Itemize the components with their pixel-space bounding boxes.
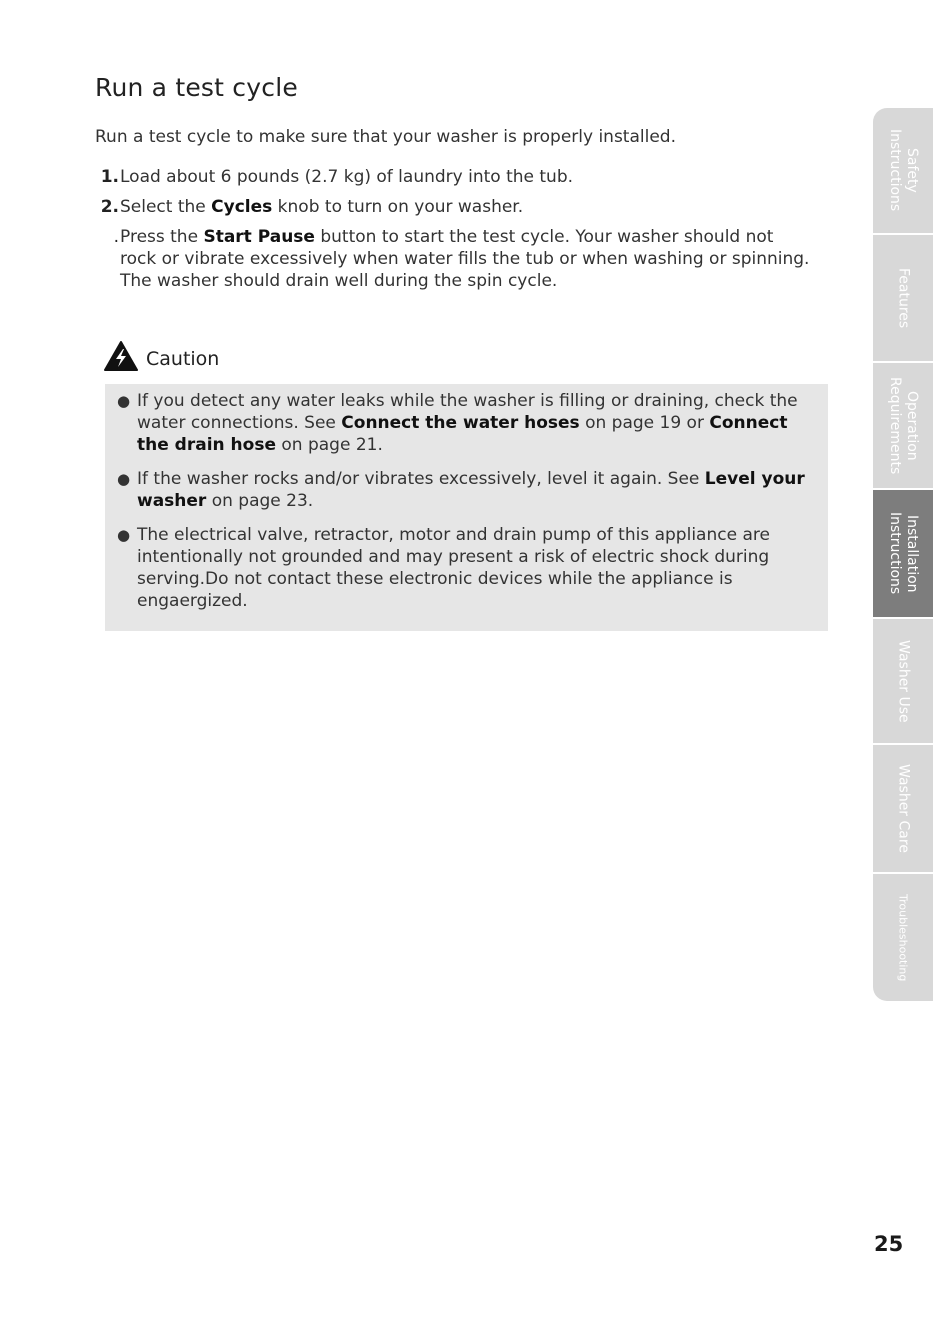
link-level-your-washer: Level your washer [137,469,805,511]
tab-label: Operation Requirements [887,376,920,475]
caution-bullet [115,390,818,456]
tab-label: Washer Use [895,639,912,723]
link-connect-water-hoses: Connect the water hoses [341,413,580,433]
bullet-text [137,524,818,612]
tab-safety-instructions[interactable] [873,108,933,235]
tab-label: Troubleshooting [896,893,910,982]
tab-label: Features [895,267,912,329]
tab-operation-requirements[interactable] [873,363,933,490]
bullet-text-part: The electrical valve, retractor, motor and drain pump of this appliance are intentionally not grounded and may present a risk of electric shock during serving.Do not contact these electronic devices while the appliance is engaergized. [137,525,770,611]
bullet-text-part: If you detect any water leaks while the washer is filling or draining, check the water connections. See [137,391,798,433]
intro-text: Run a test cycle to make sure that your washer is properly installed. [95,127,676,147]
steps-list [95,166,815,300]
page-number: 25 [874,1232,904,1256]
step-text-part: Load about 6 pounds (2.7 kg) of laundry into the tub. [120,167,574,187]
step-item [95,166,815,188]
step-text [120,166,815,188]
step-text [120,226,815,292]
tab-washer-use[interactable] [873,619,933,745]
bullet-text [137,468,818,512]
link-connect-drain-hose: Connect the drain hose [137,413,788,455]
caution-bullet [115,468,818,512]
tab-washer-care[interactable] [873,745,933,874]
electric-warning-icon [103,340,139,372]
step-number: 2. [100,197,119,217]
tab-troubleshooting[interactable] [873,874,933,1001]
step-item [95,226,815,292]
bullet-text-part: If the washer rocks and/or vibrates excessively, level it again. See [137,469,705,489]
caution-heading [103,340,219,372]
bullet-text-part: on page 21. [275,435,383,455]
page-title: Run a test cycle [95,73,298,102]
tab-features[interactable] [873,235,933,363]
bullet-text [137,390,818,456]
tab-label: Safety Instructions [887,129,920,212]
step-number: 1. [100,167,119,187]
bullet-icon: ● [117,470,131,488]
step-text-part: Press the [120,227,204,247]
cycles-knob-term: Cycles [211,197,273,217]
bullet-icon: ● [117,392,131,410]
tab-label: Installation Instructions [887,512,920,595]
start-pause-term: Start Pause [203,227,315,247]
step-text-part: knob to turn on your washer. [272,197,524,217]
caution-bullet [115,524,818,612]
step-text-part: Select the [120,197,212,217]
step-text [120,196,815,218]
tab-installation-instructions[interactable] [873,490,933,619]
caution-box [105,384,828,631]
step-item [95,196,815,218]
caution-label: Caution [146,348,220,370]
step-text-part: button to start the test cycle. Your washer should not rock or vibrate excessively when water fills the tub or when washing or spinning. The washer should drain well during the spin cycle. [120,227,810,291]
bullet-text-part: on page 23. [206,491,314,511]
bullet-text-part: on page 19 or [579,413,710,433]
step-number: . [113,227,119,247]
bullet-icon: ● [117,526,131,544]
tab-label: Washer Care [895,764,912,853]
